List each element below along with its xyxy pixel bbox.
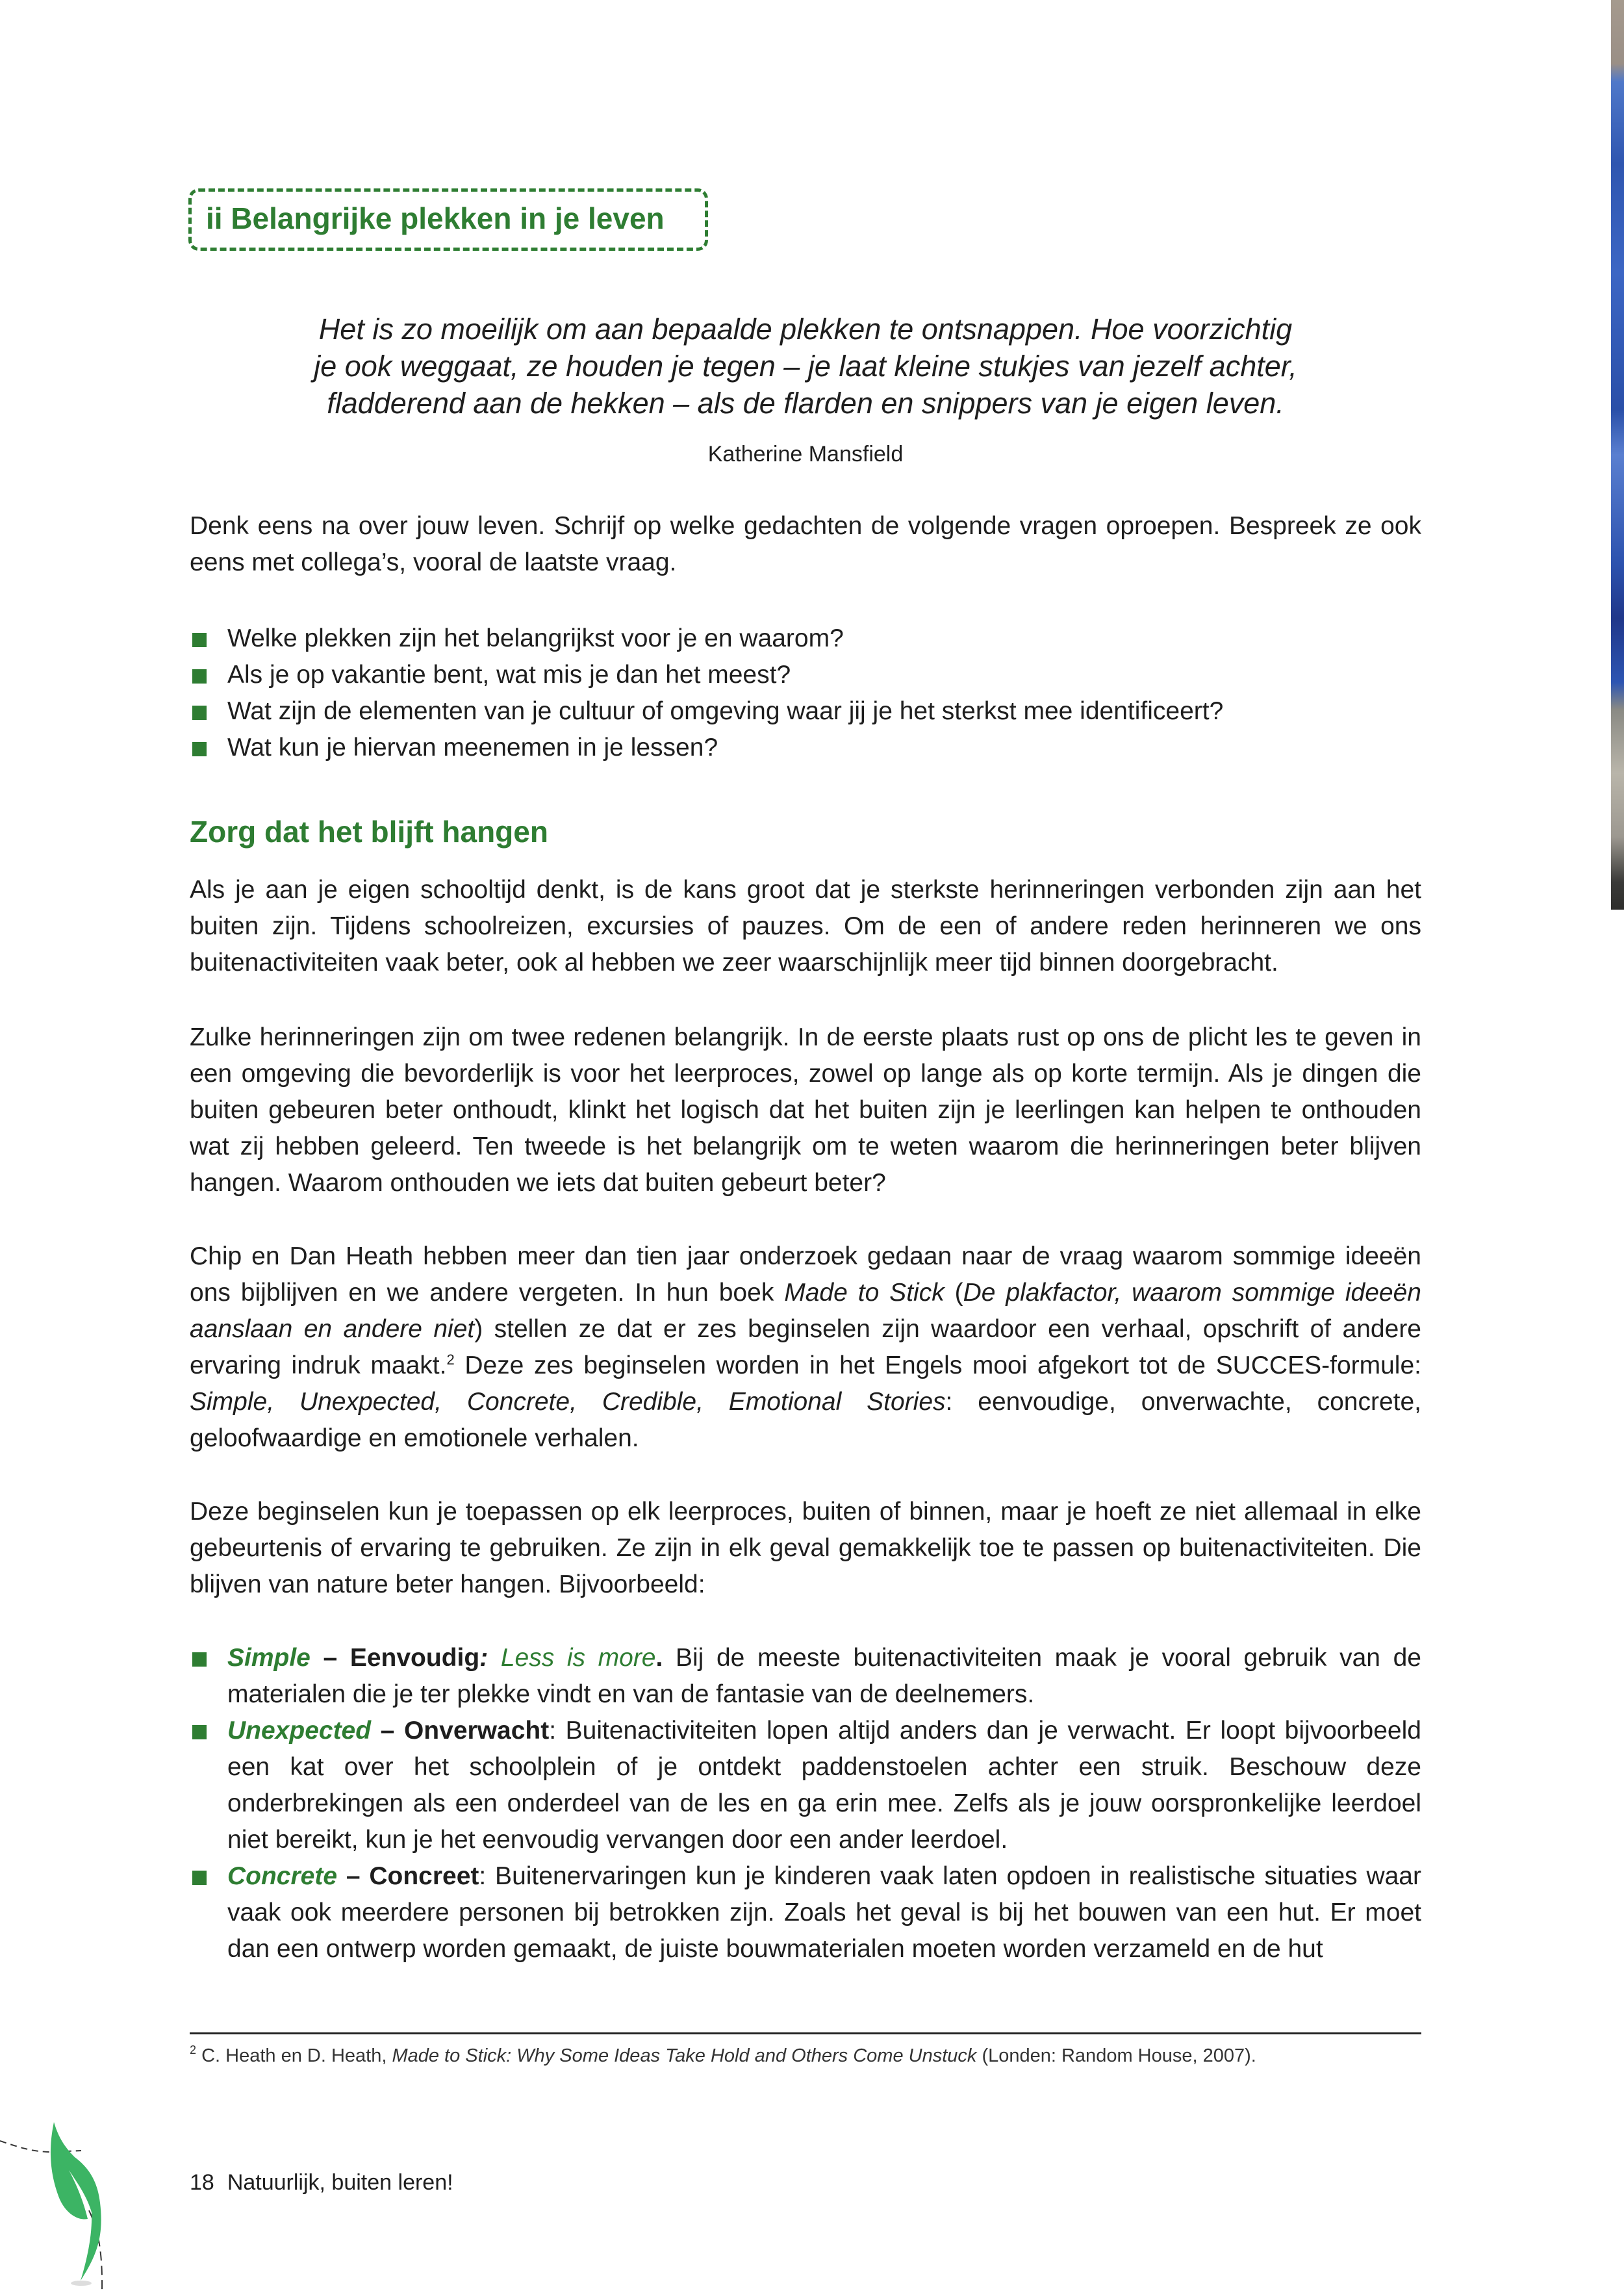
principle-dutch: Onverwacht [403,1717,550,1745]
intro-text: Denk eens na over jouw leven. Schrijf op welke gedachten de volgende vragen oproepen. Bespreek ze ook eens met collega’s, vooral de laatste vraag. [190,512,1421,576]
colon: : [479,1644,488,1672]
question-list [190,621,1424,766]
section-heading: Zorg dat het blijft hangen [190,815,548,849]
quote-line: fladderend aan de hekken – als de flarden en snippers van je eigen leven. [327,387,1284,420]
principle-text: : Buitenervaringen kun je kinderen vaak laten opdoen in realistische situaties waar vaak ook meerdere personen bij betrokken zijn. Zoals het geval is bij het bouwen van een hut. Er moet dan een ontwerp worden gemaakt, de juiste bouwmaterialen moeten worden verzameld en de hut [227,1862,1421,1963]
paragraph [190,1494,1421,1603]
bullet-square-icon [192,1871,207,1885]
dash: – [310,1644,350,1672]
principle-text: Bij de meeste buitenactiviteiten maak je vooral gebruik van de materialen die je ter plekke vindt en van de fantasie van de deelnemers. [227,1644,1421,1708]
bullet-square-icon [192,633,207,647]
section-title-box [188,188,708,251]
paragraph-text: Deze beginselen kun je toepassen op elk leerproces, buiten of binnen, maar je hoeft ze niet allemaal in elke gebeurtenis of ervaring te gebruiken. Ze zijn in elk geval gemakkelijk toe te passen op buitenactiviteiten. Die blijven van nature beter hangen. Bijvoorbeeld: [190,1498,1421,1598]
leaf-logo-icon [0,2118,169,2291]
principle-english: Simple [227,1644,311,1672]
period: . [655,1644,663,1672]
principle-english: Concrete [227,1862,338,1890]
text-run: : eenvoudige, onverwachte, concrete, geloofwaardige en emotionele verhalen. [190,1388,1421,1452]
footnote-reference[interactable]: 2 [446,1351,455,1368]
paragraph [190,872,1421,981]
bullet-square-icon [192,669,207,684]
paragraph [190,1019,1421,1201]
page-number: 18 [190,2170,214,2195]
quote-line: je ook weggaat, ze houden je tegen – je laat kleine stukjes van jezelf achter, [314,350,1297,383]
list-item [190,730,1424,766]
book-title-running: Natuurlijk, buiten leren! [227,2170,453,2195]
question-text: Welke plekken zijn het belangrijkst voor je en waarom? [227,624,844,652]
book-title: Made to Stick [784,1279,945,1307]
text-run: (Londen: Random House, 2007). [976,2045,1256,2066]
footnote [190,2045,1424,2067]
list-item [190,657,1424,693]
text-run: Deze zes beginselen worden in het Engels mooi afgekort tot de SUCCES-formule: [454,1351,1421,1379]
bullet-square-icon [192,742,207,756]
list-item [190,1640,1421,1713]
quote-line: Het is zo moeilijk om aan bepaalde plekken te ontsnappen. Hoe voorzichtig [318,313,1293,346]
question-text: Als je op vakantie bent, wat mis je dan het meest? [227,661,791,689]
list-item [190,621,1424,657]
paragraph [190,1238,1421,1457]
photo-edge [1611,0,1624,910]
bullet-square-icon [192,1652,207,1667]
footnote-book-title: Made to Stick: Why Some Ideas Take Hold and Others Come Unstuck [392,2045,977,2066]
principle-motto: Less is more [488,1644,656,1672]
dash: – [371,1717,404,1745]
text-run: ( [944,1279,963,1307]
question-text: Wat zijn de elementen van je cultuur of omgeving waar jij je het sterkst mee identificeert? [227,697,1224,725]
section-title: ii Belangrijke plekken in je leven [206,201,665,235]
paragraph-text [190,1238,1421,1457]
intro-paragraph [190,508,1421,581]
text-run: Chip en Dan Heath hebben meer dan tien jaar onderzoek gedaan naar de vraag waarom sommige ideeën ons bijblijven en we andere vergeten. In hun boek [190,1242,1421,1307]
text-run: ) stellen ze dat er zes beginselen zijn waardoor een verhaal, opschrift of andere ervaring indruk maakt. [190,1315,1421,1379]
text-run: C. Heath en D. Heath, [196,2045,392,2066]
book-title-dutch: De plakfactor, waarom sommige ideeën aanslaan en andere niet [190,1279,1421,1343]
epigraph-quote [286,311,1325,422]
succes-formula: Simple, Unexpected, Concrete, Credible, Emotional Stories [190,1388,946,1416]
principle-list [190,1640,1421,1967]
bullet-square-icon [192,706,207,720]
dash: – [337,1862,370,1890]
question-text: Wat kun je hiervan meenemen in je lessen? [227,734,718,762]
principle-dutch: Eenvoudig [349,1644,480,1672]
paragraph-text: Als je aan je eigen schooltijd denkt, is de kans groot dat je sterkste herinneringen verbonden zijn aan het buiten zijn. Tijdens schoolreizen, excursies of pauzes. Om de een of andere reden herinneren we ons buitenactiviteiten vaak beter, ook al hebben we zeer waarschijnlijk meer tijd binnen doorgebracht. [190,876,1421,977]
page-footer [190,2170,453,2195]
footnote-divider [190,2032,1421,2034]
list-item [190,693,1424,730]
footnote-number: 2 [190,2043,197,2056]
bullet-square-icon [192,1725,207,1739]
list-item [190,1713,1421,1858]
principle-english: Unexpected [227,1717,372,1745]
paragraph-text: Zulke herinneringen zijn om twee redenen belangrijk. In de eerste plaats rust op ons de plicht les te geven in een omgeving die bevorderlijk is voor het leerproces, zowel op lange als op korte termijn. Als je dingen die buiten gebeuren beter onthoudt, klinkt het logisch dat het buiten zijn je leerlingen kan helpen te onthouden wat zij hebben geleerd. Ten tweede is het belangrijk om te weten waarom die herinneringen beter blijven hangen. Waarom onthouden we iets dat buiten gebeurt beter? [190,1023,1421,1197]
quote-author: Katherine Mansfield [707,442,904,467]
list-item [190,1858,1421,1967]
principle-text: : Buitenactiviteiten lopen altijd anders dan je verwacht. Er loopt bijvoorbeeld een kat over het schoolplein of je ontdekt paddenstoelen achter een struik. Beschouw deze onderbrekingen als een onderdeel van de les en ga erin mee. Zelfs als je jouw oorspronkelijke leerdoel niet bereikt, kun je het eenvoudig vervangen door een ander leerdoel. [227,1717,1421,1854]
principle-dutch: Concreet [369,1862,479,1890]
